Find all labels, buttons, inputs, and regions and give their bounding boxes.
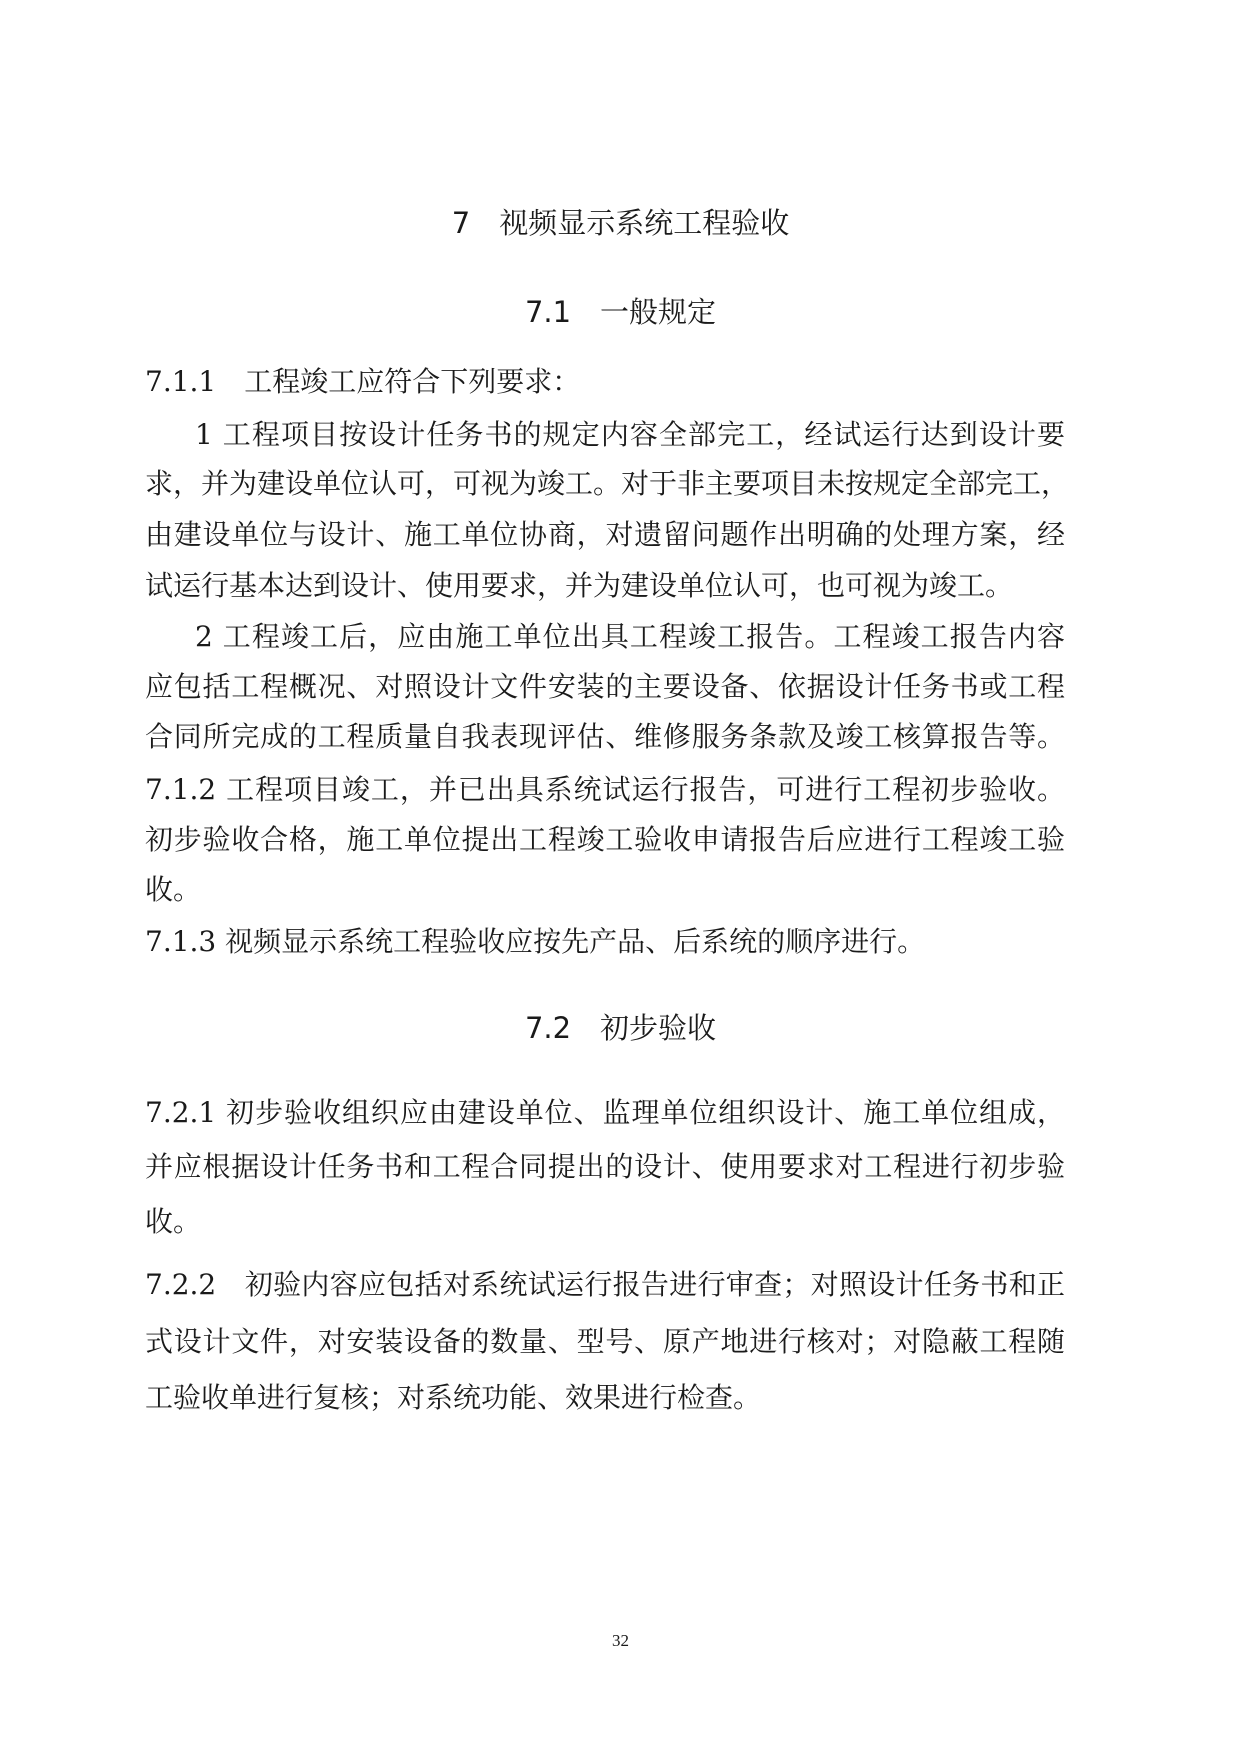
paragraph-line: 试运行基本达到设计、使用要求，并为建设单位认可，也可视为竣工。 [145,569,1014,602]
paragraph-line: 收。 [145,1205,202,1238]
paragraph-line: 初步验收合格，施工单位提出工程竣工验收申请报告后应进行工程竣工验 [145,823,1065,856]
paragraph-line: 1 工程项目按设计任务书的规定内容全部完工，经试运行达到设计要 [195,418,1065,451]
page-number: 32 [612,1631,629,1650]
paragraph-line: 合同所完成的工程质量自我表现评估、维修服务条款及竣工核算报告等。 [145,720,1065,753]
paragraph-line: 并应根据设计任务书和工程合同提出的设计、使用要求对工程进行初步验 [145,1150,1065,1183]
chapter-title: 7 视频显示系统工程验收 [451,206,790,240]
clause-7-2-1: 7.2.1 初步验收组织应由建设单位、监理单位组织设计、施工单位组成， [145,1096,1065,1129]
paragraph-line: 应包括工程概况、对照设计文件安装的主要设备、依据设计任务书或工程 [145,670,1065,703]
paragraph-line: 式设计文件，对安装设备的数量、型号、原产地进行核对；对隐蔽工程随 [145,1325,1065,1358]
clause-7-1-3: 7.1.3 视频显示系统工程验收应按先产品、后系统的顺序进行。 [145,925,926,958]
paragraph-line: 2 工程竣工后，应由施工单位出具工程竣工报告。工程竣工报告内容 [195,620,1065,653]
paragraph-line: 收。 [145,873,202,906]
section-title-7-1: 7.1 一般规定 [524,295,717,329]
paragraph-line: 工验收单进行复核；对系统功能、效果进行检查。 [145,1381,762,1414]
clause-7-1-2: 7.1.2 工程项目竣工，并已出具系统试运行报告，可进行工程初步验收。 [145,773,1065,806]
section-title-7-2: 7.2 初步验收 [524,1011,717,1045]
paragraph-line: 由建设单位与设计、施工单位协商，对遗留问题作出明确的处理方案，经 [145,518,1065,551]
clause-7-1-1: 7.1.1 工程竣工应符合下列要求： [145,365,581,398]
clause-7-2-2: 7.2.2 初验内容应包括对系统试运行报告进行审查；对照设计任务书和正 [145,1268,1065,1301]
paragraph-line: 求，并为建设单位认可，可视为竣工。对于非主要项目未按规定全部完工， [145,467,1070,500]
